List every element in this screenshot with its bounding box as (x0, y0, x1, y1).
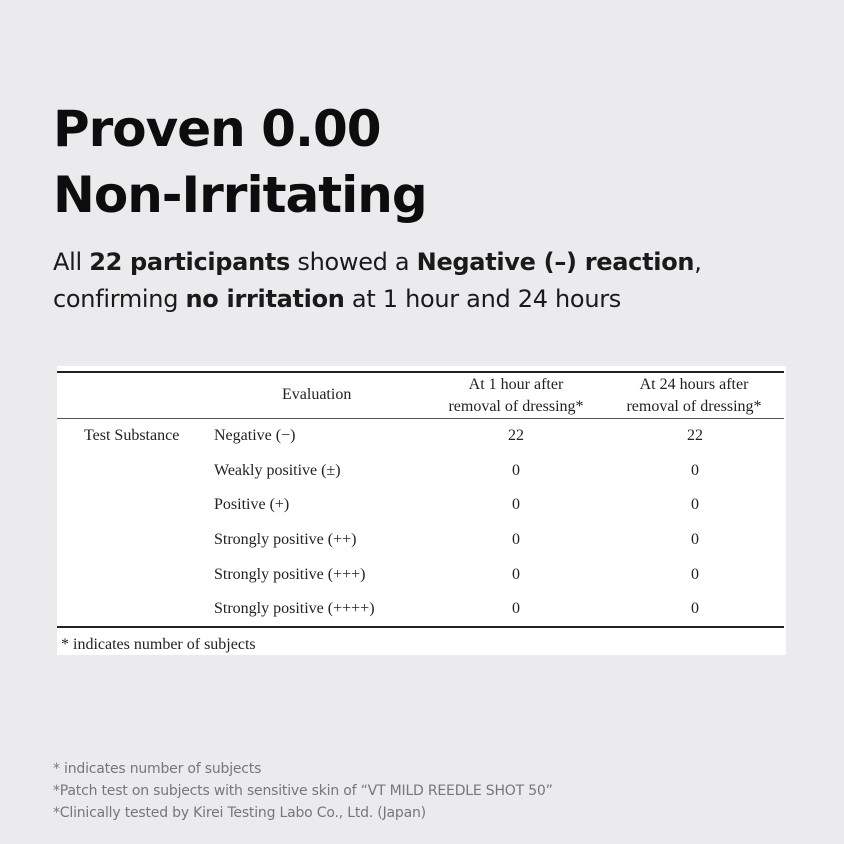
table-cell-24h: 0 (691, 531, 699, 548)
table-cell-1h: 0 (512, 531, 520, 548)
footnote-patch-test: *Patch test on subjects with sensitive skin of “VT MILD REEDLE SHOT 50” (53, 783, 553, 799)
header-1-hour: At 1 hour after removal of dressing* (448, 376, 584, 415)
summary-line-2: confirming no irritation at 1 hour and 24 hours (53, 285, 621, 313)
participants-count: 22 participants (89, 248, 291, 276)
header-24-hours: At 24 hours after removal of dressing* (626, 376, 762, 415)
table-cell-1h: 0 (512, 600, 520, 617)
title-line-2: Non-Irritating (53, 166, 427, 224)
table-row-label: Negative (−) (214, 427, 296, 444)
table-cell-1h: 22 (508, 427, 524, 444)
footnote-clinical: *Clinically tested by Kirei Testing Labo Co., Ltd. (Japan) (53, 805, 426, 821)
table-cell-24h: 0 (691, 496, 699, 513)
group-label: Test Substance (84, 427, 180, 444)
table-cell-24h: 22 (687, 427, 703, 444)
table-row-label: Positive (+) (214, 496, 290, 513)
summary-line-1: All 22 participants showed a Negative (–) reaction, (53, 248, 702, 276)
header-evaluation: Evaluation (282, 386, 352, 403)
table-row-label: Strongly positive (++) (214, 531, 357, 548)
table-top-rule (57, 371, 784, 373)
table-row-label: Strongly positive (++++) (214, 600, 375, 617)
table-cell-24h: 0 (691, 566, 699, 583)
table-cell-1h: 0 (512, 566, 520, 583)
page-title (53, 96, 427, 228)
title-line-1: Proven 0.00 (53, 100, 381, 158)
footnote-subjects: * indicates number of subjects (53, 761, 262, 777)
results-table (57, 366, 786, 655)
table-row-label: Weakly positive (±) (214, 462, 341, 479)
table-row-label: Strongly positive (+++) (214, 566, 366, 583)
footnotes (53, 758, 553, 824)
irritation-result: no irritation (185, 285, 345, 313)
table-bottom-rule (57, 626, 784, 628)
table-cell-24h: 0 (691, 600, 699, 617)
table-cell-1h: 0 (512, 462, 520, 479)
table-cell-24h: 0 (691, 462, 699, 479)
table-header-rule (57, 418, 784, 419)
summary-text (53, 244, 702, 318)
table-cell-1h: 0 (512, 496, 520, 513)
table-note: * indicates number of subjects (61, 636, 256, 653)
reaction-result: Negative (–) reaction (416, 248, 695, 276)
